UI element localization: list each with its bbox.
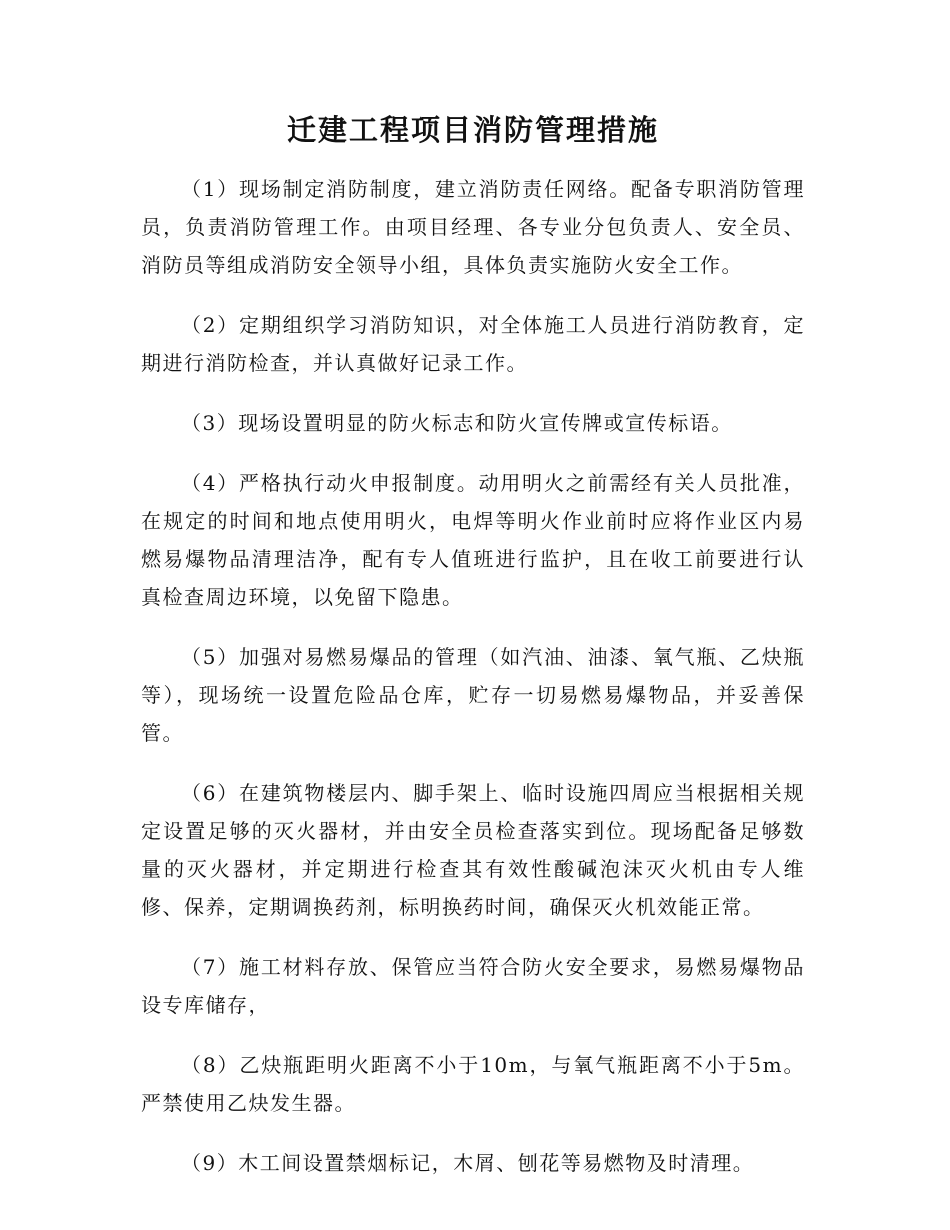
paragraph-3: （3）现场设置明显的防火标志和防火宣传牌或宣传标语。 xyxy=(181,411,733,435)
paragraph-7: （7）施工材料存放、保管应当符合防火安全要求，易燃易爆物品设专库储存， xyxy=(141,955,805,1017)
paragraph-6: （6）在建筑物楼层内、脚手架上、临时设施四周应当根据相关规定设置足够的灭火器材，并由安全员检查落实到位。现场配备足够数量的灭火器材，并定期进行检查其有效性酸碱泡沫灭火机由专人维修、保养，定期调换药剂，标明换药时间，确保灭火机效能正常。 xyxy=(141,781,805,919)
paragraph-5: （5）加强对易燃易爆品的管理（如汽油、油漆、氧气瓶、乙炔瓶等），现场统一设置危险品仓库，贮存一切易燃易爆物品，并妥善保管。 xyxy=(141,645,805,745)
paragraph-1: （1）现场制定消防制度，建立消防责任网络。配备专职消防管理员，负责消防管理工作。由项目经理、各专业分包负责人、安全员、消防员等组成消防安全领导小组，具体负责实施防火安全工作。 xyxy=(141,177,805,277)
paragraph-4: （4）严格执行动火申报制度。动用明火之前需经有关人员批准，在规定的时间和地点使用明火，电焊等明火作业前时应将作业区内易燃易爆物品清理洁净，配有专人值班进行监护，且在收工前要进行认真检查周边环境，以免留下隐患。 xyxy=(141,471,805,609)
document-title: 迁建工程项目消防管理措施 xyxy=(286,113,659,147)
paragraph-9: （9）木工间设置禁烟标记，木屑、刨花等易燃物及时清理。 xyxy=(181,1151,755,1175)
paragraph-8: （8）乙炔瓶距明火距离不小于10m，与氧气瓶距离不小于5m。严禁使用乙炔发生器。 xyxy=(141,1053,805,1115)
paragraph-2: （2）定期组织学习消防知识，对全体施工人员进行消防教育，定期进行消防检查，并认真做好记录工作。 xyxy=(141,313,805,375)
